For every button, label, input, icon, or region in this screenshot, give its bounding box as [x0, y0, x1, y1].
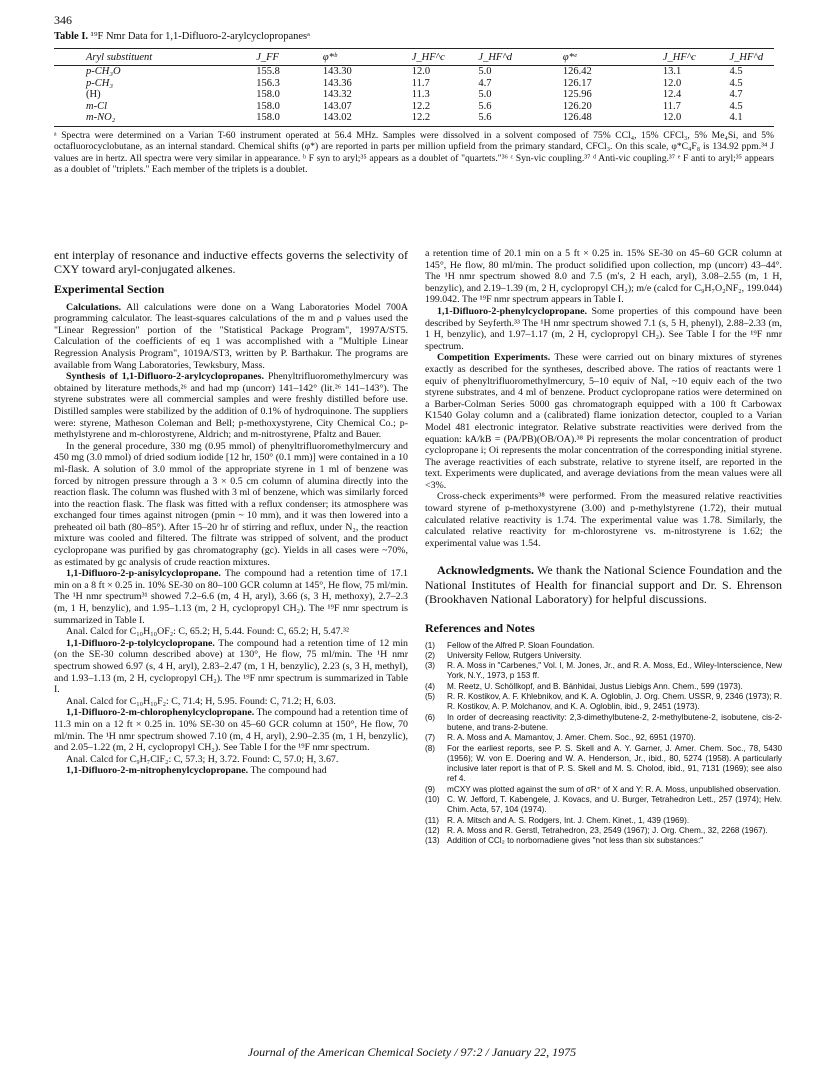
paragraph-chlorophenyl: [54, 707, 408, 753]
paragraph-nitrophenyl-continued: a retention time of 20.1 min on a 5 ft × 0.25 in. 15% SE-30 on 45–60 GCR column at 145°, He flow, 80 ml/min. The product solidified upon collection, mp (uncorr) 43–44°. The ¹H nmr spectrum showed 8.0 and 7.5 (m's, 2 H each, aryl), 3.08–2.55 (m, 1 H, benzylic), and 2.19–1.39 (m, 2 H, cyclopropyl CH₂); m/e (calcd for C₉H₇O₂NF₂, 199.044) 199.042. The ¹⁹F nmr spectrum appears in Table I.: [425, 248, 782, 306]
reference-number: (7): [425, 733, 436, 743]
reference-number: (9): [425, 784, 436, 794]
reference-item: [425, 785, 782, 795]
table-cell: 158.0: [256, 112, 323, 126]
table-cell: 5.6: [478, 112, 562, 126]
reference-text: University Fellow, Rutgers University.: [447, 650, 582, 660]
paragraph-anisyl: [54, 568, 408, 626]
paragraph-body: Some properties of this compound have been described by Seyferth.³³ The ¹H nmr spectrum showed 7.1 (s, 5 H, phenyl), 2.88–2.33 (m, 1 H, benzylic), and 1.97–1.17 (m, 2 H, cyclopropyl CH₂). See Table I for the ¹⁹F nmr spectrum.: [425, 305, 782, 352]
intro-paragraph: ent interplay of resonance and inductive effects governs the selectivity of CXY toward aryl-conjugated alkenes.: [54, 248, 408, 276]
reference-item: [425, 744, 782, 785]
table-header: J_HF^d: [730, 49, 775, 66]
table-cell: 143.07: [322, 100, 352, 112]
reference-number: (5): [425, 692, 436, 702]
reference-item: [425, 795, 782, 816]
reference-item: [425, 836, 782, 846]
table-cell: 12.0: [663, 112, 730, 126]
table-title: ¹⁹F Nmr Data for 1,1-Difluoro-2-arylcyclopropanesᵃ: [90, 31, 310, 42]
table-row: [54, 89, 774, 101]
table-cell: p-CH₃: [86, 77, 113, 89]
table-label: Table I.: [54, 31, 89, 42]
table-cell: 5.6: [478, 100, 492, 112]
paragraph-cross-check: Cross-check experiments³⁸ were performed. From the measured relative reactivities toward styrene of p-methoxystyrene (3.00) and p-methylstyrene (1.72), their mutual calculated relative reactivity is 1.74. The experimental value was 1.78. Similarly, the calculated relative reactivity for m-chlorostyrene vs. m-nitrostyrene is 1.62; the experimental value was 1.54.: [425, 491, 782, 549]
table-cell: 12.2: [412, 112, 479, 126]
paragraph-heading: Acknowledgments.: [437, 563, 535, 578]
journal-footer: Journal of the American Chemical Society / 97:2 / January 22, 1975: [247, 1045, 577, 1059]
paragraph-chlorophenyl-analysis: Anal. Calcd for C₉H₇ClF₂: C, 57.3; H, 3.72. Found: C, 57.0; H, 3.67.: [66, 753, 339, 765]
table-cell: 4.1: [730, 112, 775, 126]
table-cell: 126.42: [562, 66, 592, 77]
reference-number: (10): [425, 794, 440, 804]
reference-text: R. A. Mitsch and A. S. Rodgers, Int. J. Chem. Kinet., 1, 439 (1969).: [447, 815, 690, 825]
table-cell: 4.7: [478, 77, 492, 89]
reference-item: [425, 713, 782, 734]
table-cell: m-NO₂: [54, 112, 256, 126]
table-cell: m-Cl: [86, 100, 107, 112]
table-header: J_HF^c: [412, 49, 479, 66]
table-cell: (H): [86, 89, 101, 101]
table-cell: 156.3: [256, 77, 280, 89]
reference-number: (11): [425, 815, 439, 825]
table-cell: 11.7: [411, 77, 430, 89]
nmr-table-block: [54, 30, 774, 176]
reference-text: R. A. Moss in "Carbenes," Vol. I, M. Jones, Jr., and R. A. Moss, Ed., Wiley-Interscience, New York, N.Y., 1973, p 153 ff.: [447, 661, 782, 681]
table-cell: 143.30: [322, 66, 352, 77]
reference-text: mCXY was plotted against the sum of σR⁺ of X and Y: R. A. Moss, unpublished observation.: [447, 784, 781, 794]
paragraph-calculations: [54, 302, 408, 372]
reference-number: (3): [425, 661, 436, 671]
paragraph-heading: Competition Experiments.: [437, 352, 551, 364]
table-cell: 4.5: [729, 77, 743, 89]
paragraph-heading: 1,1-Difluoro-2-phenylcyclopropane.: [437, 305, 587, 317]
table-cell: 12.4: [662, 89, 682, 101]
reference-text: R. R. Kostikov, A. F. Khlebnikov, and K. A. Ogloblin, J. Org. Chem. USSR, 9, 2346 (1973); R. R. Kostikov, A. P. Molchanov, and K. A. Ogloblin, ibid., 9, 2451 (1973).: [447, 692, 782, 712]
reference-item: [425, 826, 782, 836]
table-header: J_HF^c: [663, 49, 730, 66]
reference-text: In order of decreasing reactivity: 2,3-dimethylbutene-2, 2-methylbutene-2, isobutene, cis-2-butene, and trans-2-butene.: [447, 712, 782, 732]
reference-item: [425, 733, 782, 743]
reference-item: [425, 692, 782, 713]
table-cell: 126.48: [563, 112, 663, 126]
paragraph-body: The compound had a retention time of 12 min (on the SE-30 column described above) at 130°, He flow, 75 ml/min. The ¹H nmr spectrum showed 6.97 (s, 4 H, aryl), 2.83–2.47 (m, 1 H, benzylic), 2.23 (s, 3 H, methyl), and 1.93–1.13 (m, 2 H, cyclopropyl CH₂). The ¹⁹F nmr spectrum is summarized in Table I.: [54, 637, 408, 696]
paragraph-competition: [425, 352, 782, 491]
table-cell: 4.7: [729, 89, 743, 101]
table-cell: 11.7: [662, 100, 681, 112]
table-cell: 12.2: [411, 100, 431, 112]
paragraph-anisyl-analysis: Anal. Calcd for C₁₀H₁₀OF₂: C, 65.2; H, 5.44. Found: C, 65.2; H, 5.47.³²: [66, 626, 349, 638]
table-row: [54, 112, 774, 126]
reference-text: M. Reetz, U. Schöllkopf, and B. Bánhidai, Justus Liebigs Ann. Chem., 599 (1973).: [447, 681, 743, 691]
paragraph-heading: Synthesis of 1,1-Difluoro-2-arylcyclopropanes.: [66, 371, 264, 383]
table-header: φ*ᵇ: [323, 49, 412, 66]
paragraph-body: Phenyltrifluoromethylmercury was obtained by literature methods,²⁶ and had mp (uncorr) 141–142° (lit.²⁶ 141–143°). The styrene substrates were all commercial samples and were freshly distilled before use. Distilled samples were stabilized by the addition of 0.1% of hydroquinone. The suppliers were: styrene, Matheson Coleman and Bell; p-methoxystyrene, City Chemical Co.; p-methylstyrene and m-chlorostyrene, Aldrich; and m-nitrostyrene, Pfaltz and Bauer.: [54, 371, 408, 441]
table-cell: 12.0: [411, 66, 431, 77]
reference-text: For the earliest reports, see P. S. Skell and A. Y. Garner, J. Amer. Chem. Soc., 78, 5430 (1956); W. von E. Doering and W. A. Henderson, Jr., ibid., 80, 5274 (1958). A particularly inclusive later report is that of P. S. Skell and M. S. Cholod, ibid., 91, 7131 (1969); see also ref 4.: [447, 743, 782, 784]
paragraph-tolyl-analysis: Anal. Calcd for C₁₀H₁₀F₂: C, 71.4; H, 5.95. Found: C, 71.2; H, 6.03.: [66, 695, 336, 707]
table-header: J_HF^d: [478, 49, 562, 66]
reference-item: [425, 682, 782, 692]
section-heading: Experimental Section: [54, 282, 165, 296]
right-column: [425, 248, 782, 846]
table-cell: 143.02: [323, 112, 412, 126]
reference-text: Addition of CCl₂ to norbornadiene gives "not less than six substances:": [447, 836, 704, 846]
paragraph-body: We thank the National Science Foundation and the National Institutes of Health for financial support and Dr. S. Ehrenson (Brookhaven National Laboratory) for helpful discussions.: [425, 563, 782, 607]
reference-text: R. A. Moss and A. Mamantov, J. Amer. Chem. Soc., 92, 6951 (1970).: [447, 733, 696, 743]
reference-number: (2): [425, 650, 436, 660]
reference-text: C. W. Jefford, T. Kabengele, J. Kovacs, and U. Burger, Tetrahedron Lett., 257 (1974); Helv. Chim. Acta, 57, 104 (1974).: [447, 794, 782, 815]
table-cell: 126.20: [562, 100, 592, 112]
paragraph-body: All calculations were done on a Wang Laboratories Model 700A programming calculator. The least-squares calculations of the m and ρ values used the "Linear Regression" portion of the "Statistical Package Program", 1997A/ST5. Calculation of the coefficients of eq 1 was accomplished with a "Multiple Linear Regression Analysis Program", 1019A/ST3, written by P. Barthakur. The programs are available from Wang Laboratories, Tewksbury, Mass.: [54, 301, 408, 371]
reference-item: [425, 661, 782, 682]
reference-list: [425, 641, 782, 847]
left-column: [54, 248, 408, 777]
table-cell: 158.0: [256, 89, 280, 101]
table-caption: [54, 30, 774, 44]
table-header: φ*ᵉ: [563, 49, 663, 66]
reference-number: (13): [425, 836, 440, 846]
reference-text: R. A. Moss and R. Gerstl, Tetrahedron, 23, 2549 (1967); J. Org. Chem., 32, 2268 (1967).: [447, 825, 768, 835]
reference-text: Fellow of the Alfred P. Sloan Foundation.: [447, 640, 595, 650]
reference-number: (4): [425, 681, 436, 691]
acknowledgments: [425, 563, 782, 607]
nmr-data-table: [54, 48, 774, 127]
table-cell: 158.0: [256, 100, 280, 112]
table-cell: 4.5: [729, 66, 743, 77]
reference-item: [425, 816, 782, 826]
page-number: 346: [54, 13, 72, 27]
paragraph-body: The compound had a retention time of 17.1 min on a 8 ft × 0.25 in. 10% SE-30 on 80–100 GCR column at 145°, He flow, 75 ml/min. The ¹H nmr spectrum³¹ showed 7.2–6.6 (m, 4 H, aryl), 3.66 (s, 3 H, methoxy), 2.7–2.3 (m, 1 H, benzylic), and 1.95–1.13 (m, 2 H, cyclopropyl CH₂). The ¹⁹F nmr spectrum is summarized in Table I.: [54, 568, 408, 626]
table-row: [54, 101, 774, 113]
paragraph-heading: 1,1-Difluoro-2-m-nitrophenylcyclopropane.: [66, 765, 249, 777]
table-cell: 13.1: [662, 66, 682, 77]
reference-item: [425, 641, 782, 651]
table-cell: 143.36: [322, 77, 352, 89]
table-cell: 5.0: [478, 89, 492, 101]
paragraph-heading: 1,1-Difluoro-2-p-tolylcyclopropane.: [66, 637, 215, 649]
paragraph-body: The compound had: [250, 765, 327, 777]
reference-number: (6): [425, 712, 436, 722]
paragraph-heading: Calculations.: [66, 301, 122, 313]
table-header: Aryl substituent: [54, 49, 256, 66]
reference-number: (8): [425, 743, 436, 753]
table-cell: 11.3: [411, 89, 430, 101]
table-header-row: [54, 49, 774, 66]
table-cell: 155.8: [256, 66, 280, 77]
table-cell: p-CH₃O: [86, 66, 121, 77]
table-cell: 126.17: [562, 77, 592, 89]
table-cell: 125.96: [562, 89, 592, 101]
paragraph-synthesis: [54, 371, 408, 441]
table-cell: 143.32: [322, 89, 352, 101]
paragraph-body: The compound had a retention time of 11.3 min on a 12 ft × 0.25 in. 10% SE-30 on 45–60 GCR column at 150°, He flow, 70 ml/min. The ¹H nmr spectrum showed 7.10 (m, 4 H, aryl), 2.90–2.35 (m, 1 H, benzylic), and 2.05–1.22 (m, 2 H, cyclopropyl CH₂). See Table I for the ¹⁹F nmr spectrum.: [54, 707, 408, 754]
table-footnotes: ᵃ Spectra were determined on a Varian T-60 instrument operated at 56.4 MHz. Samples were dissolved in a solvent composed of 75% CCl₄, 15% CFCl₃, 5% Me₄Si, and 5% octafluorocyclobutane, as an internal standard. Chemical shifts (φ*) are reported in parts per million upfield from the primary standard, CFCl₃. On this scale, φ*C₄F₈ is 134.92 ppm.³⁴ J values are in hertz. All spectra were very similar in appearance. ᵇ F syn to aryl;³⁵ appears as a doublet of "quartets."³⁶ ᶜ Syn-vic coupling.³⁷ ᵈ Anti-vic coupling.³⁷ ᵉ F anti to aryl;³⁵ appears as a doublet of "triplets." Each member of the triplets is a doublet.: [54, 129, 774, 176]
table-row: [54, 66, 774, 78]
paragraph-body: These were carried out on binary mixtures of styrenes exactly as described for the syntheses, described above. The ratios of reactants were 1 equiv of phenyltrifluoromethylmercury, 5–10 equiv of NaI, ~10 equiv each of the two styrene substrates, and 4 ml of benzene. Product cyclopropane ratios were determined on a Barber-Colman Series 5000 gas chromatograph equipped with a 100 ft Carbowax K1540 Golay column and a (calibrated) flame ionization detector, coupled to a Varian Model 481 electronic integrator. Relative substrate reactivities were derived from the equation: kA/kB = (PA/PB)(OB/OA).³⁸ Pi represents the molar concentration of product cyclopropane i; Oi represents the molar concentration of the corresponding initial styrene. The average reactivities of each substrate, relative to styrene itself, are reported in the text. Experiments were duplicated, and average deviations from the mean values were all <3%.: [425, 352, 782, 491]
paragraph-phenyl: [425, 306, 782, 352]
table-header: J_FF: [256, 49, 323, 66]
table-cell: 5.0: [478, 66, 492, 77]
reference-number: (12): [425, 825, 440, 835]
references-heading: References and Notes: [425, 620, 535, 635]
paragraph-general-procedure: In the general procedure, 330 mg (0.95 mmol) of phenyltrifluoromethylmercury and 450 mg (3.0 mmol) of dried sodium iodide [12 hr, 150° (0.1 mm)] were contained in a 10 ml-flask. A solution of 3.0 mmol of the appropriate styrene in 1 ml of benzene was forced by nitrogen pressure through a 3 × 0.5 cm column of alumina directly into the reaction flask. The column was flushed with 3 ml of benzene, which was similarly forced into the reaction flask. The flask was fitted with a reflux condenser; its atmosphere was exchanged four times against nitrogen (pmin ~ 10 mm), and it was then lowered into a preheated oil bath (80–85°). After 15–20 hr of stirring and reflux, under N₂, the reaction mixture was cooled and filtered. The filtrate was stripped of solvent, and the product cyclopropane was purified by gas chromatography (gc). Yields in all cases were ~70%, as estimated by gc analysis of crude reaction mixtures.: [54, 440, 408, 568]
paragraph-nitrophenyl: [54, 765, 408, 777]
table-cell: 4.5: [729, 100, 743, 112]
reference-item: [425, 651, 782, 661]
table-row: [54, 78, 774, 90]
reference-number: (1): [425, 640, 436, 650]
paragraph-heading: 1,1-Difluoro-2-m-chlorophenylcyclopropane.: [66, 707, 255, 719]
paragraph-heading: 1,1-Difluoro-2-p-anisylcyclopropane.: [66, 568, 221, 580]
paragraph-tolyl: [54, 638, 408, 696]
table-cell: 12.0: [662, 77, 682, 89]
